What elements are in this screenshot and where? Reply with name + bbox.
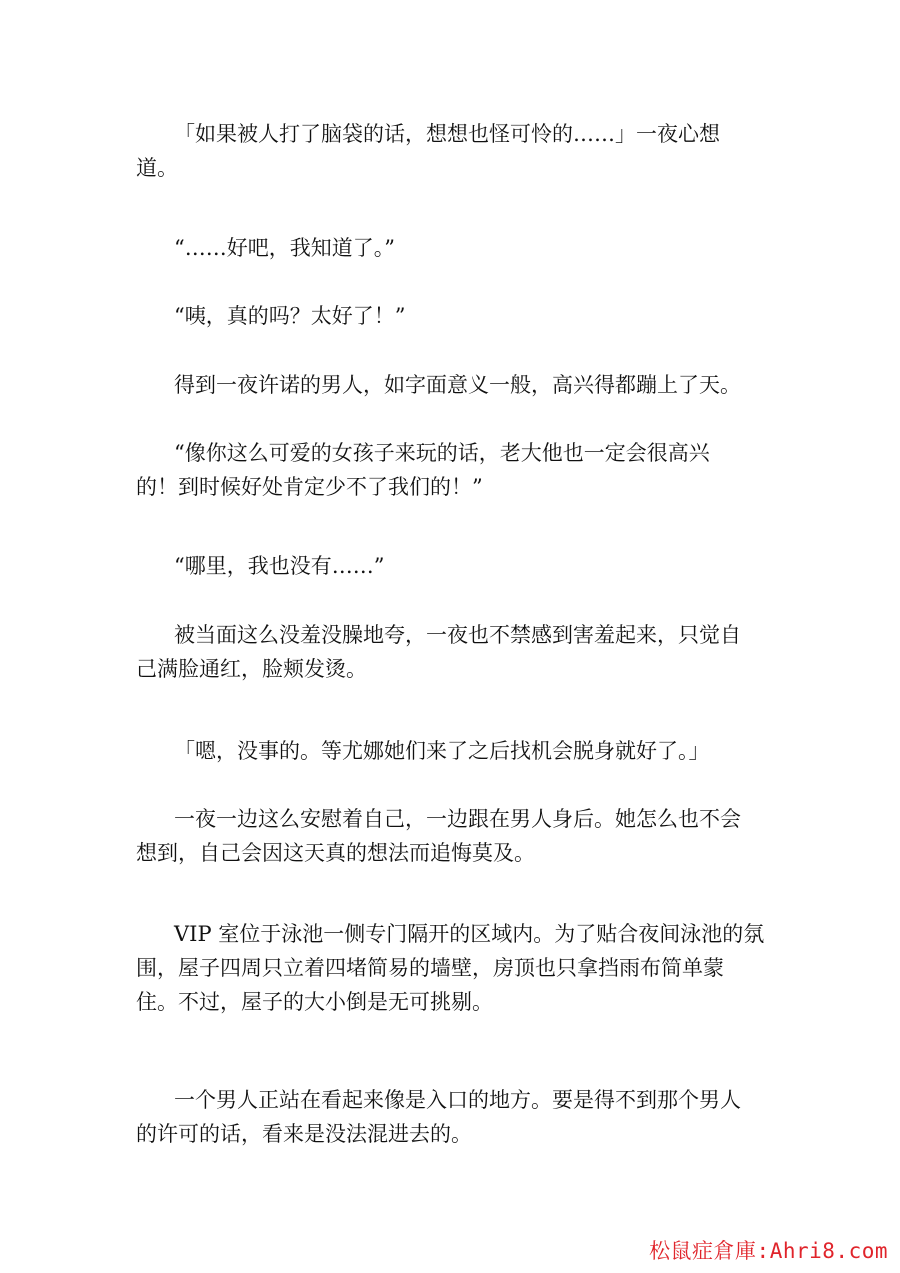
paragraph-10 [136, 917, 776, 1019]
paragraph-line: 己满脸通红，脸颊发烫。 [136, 657, 367, 681]
paragraph-line: 一夜一边这么安慰着自己，一边跟在男人身后。她怎么也不会 [174, 807, 741, 831]
paragraph-line: 「嗯，没事的。等尤娜她们来了之后找机会脱身就好了。」 [174, 739, 710, 763]
paragraph-5 [136, 436, 776, 504]
paragraph-7 [136, 618, 776, 686]
paragraph-line: “像你这么可爱的女孩子来玩的话，老大他也一定会很高兴 [174, 441, 710, 465]
paragraph-line: 想到，自己会因这天真的想法而追悔莫及。 [136, 841, 535, 865]
paragraph-line: 一个男人正站在看起来像是入口的地方。要是得不到那个男人 [174, 1088, 741, 1112]
paragraph-4 [136, 368, 776, 402]
paragraph-line: 道。 [136, 156, 178, 180]
paragraph-9 [136, 802, 776, 870]
paragraph-line: 「如果被人打了脑袋的话，想想也怪可怜的……」一夜心想 [174, 122, 720, 146]
paragraph-line: 围，屋子四周只立着四堵简易的墙壁，房顶也只拿挡雨布简单蒙 [136, 956, 724, 980]
paragraph-3 [136, 299, 776, 333]
paragraph-line: VIP 室位于泳池一侧专门隔开的区域内。为了贴合夜间泳池的氛 [174, 922, 765, 946]
paragraph-line: “咦，真的吗？太好了！” [174, 304, 406, 328]
site-watermark: 松鼠症倉庫:Ahri8.com [649, 1239, 888, 1263]
paragraph-line: 住。不过，屋子的大小倒是无可挑剔。 [136, 990, 493, 1014]
paragraph-line: “哪里，我也没有……” [174, 554, 385, 578]
paragraph-8 [136, 734, 776, 768]
paragraph-1 [136, 117, 776, 185]
paragraph-line: 的许可的话，看来是没法混进去的。 [136, 1122, 472, 1146]
paragraph-line: “……好吧，我知道了。” [174, 236, 395, 260]
paragraph-line: 的！到时候好处肯定少不了我们的！” [136, 475, 483, 499]
paragraph-line: 得到一夜许诺的男人，如字面意义一般，高兴得都蹦上了天。 [174, 373, 741, 397]
paragraph-2 [136, 231, 776, 265]
paragraph-6 [136, 549, 776, 583]
paragraph-11 [136, 1083, 776, 1151]
paragraph-line: 被当面这么没羞没臊地夸，一夜也不禁感到害羞起来，只觉自 [174, 623, 741, 647]
